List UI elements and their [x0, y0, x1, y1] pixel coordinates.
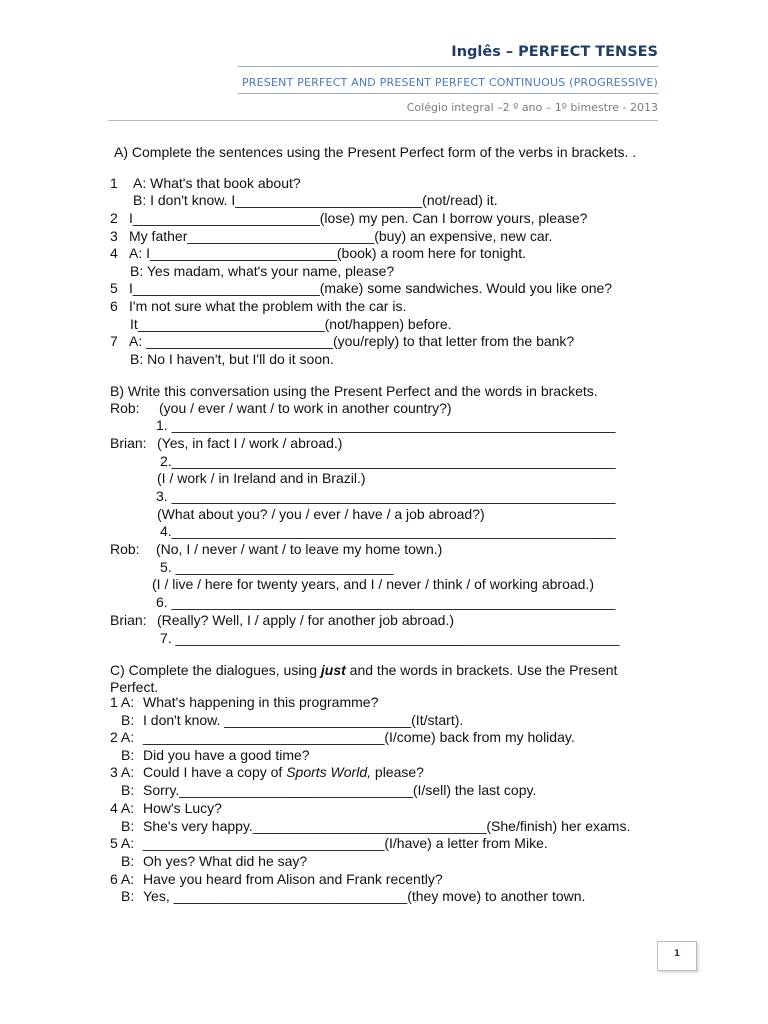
page-number-box — [657, 941, 697, 971]
answer-line: 5. ____________________________ — [160, 559, 394, 575]
section-c-instruction-cont: Perfect. — [110, 679, 159, 695]
exercise-line: (What about you? / you / ever / have / a job abroad?) — [157, 506, 485, 522]
speaker-label: Rob: — [110, 400, 140, 416]
dialogue-label: B: — [121, 853, 135, 869]
section-b-instruction: B) Write this conversation using the Present Perfect and the words in brackets. — [110, 383, 598, 399]
header-rule — [108, 120, 658, 121]
exercise-line: Sorry.______________________________(I/sell) the last copy. — [143, 782, 537, 798]
header-subtitle: PRESENT PERFECT AND PRESENT PERFECT CONTINUOUS (PROGRESSIVE) — [241, 76, 658, 89]
item-number: 5 — [110, 280, 118, 296]
exercise-line: How's Lucy? — [143, 800, 222, 816]
exercise-line: A: What's that book about? — [133, 175, 301, 191]
exercise-line: I________________________(lose) my pen. Can I borrow yours, please? — [129, 210, 588, 226]
answer-line: 7. _________________________________________________________ — [160, 630, 620, 646]
dialogue-label: 3 A: — [110, 764, 135, 780]
header-rule — [238, 66, 658, 67]
answer-line: 3. _________________________________________________________ — [156, 488, 616, 504]
speaker-label: Rob: — [110, 541, 140, 557]
answer-line: 6. _________________________________________________________ — [156, 594, 616, 610]
answer-line: 2._________________________________________________________ — [160, 453, 616, 469]
exercise-line: Could I have a copy of Sports World, please? — [143, 764, 424, 780]
exercise-line: I'm not sure what the problem with the car is. — [129, 298, 407, 314]
answer-line: 4._________________________________________________________ — [160, 523, 616, 539]
section-a-instruction: A) Complete the sentences using the Present Perfect form of the verbs in brackets. . — [114, 144, 637, 160]
exercise-line: (I / work / in Ireland and in Brazil.) — [157, 470, 366, 486]
speaker-label: Brian: — [110, 435, 147, 451]
header-rule — [238, 93, 658, 94]
item-number: 4 — [110, 245, 118, 261]
dialogue-label: 1 A: — [110, 694, 135, 710]
item-number: 1 — [110, 175, 118, 191]
speaker-label: Brian: — [110, 612, 147, 628]
dialogue-label: B: — [121, 782, 135, 798]
answer-line: 1. _________________________________________________________ — [156, 417, 616, 433]
exercise-line: A: I________________________(book) a room here for tonight. — [129, 245, 526, 261]
exercise-line: (you / ever / want / to work in another country?) — [159, 400, 452, 416]
exercise-line: B: I don't know. I________________________(not/read) it. — [133, 192, 498, 208]
dialogue-label: 5 A: — [110, 835, 135, 851]
exercise-line: (Really? Well, I / apply / for another job abroad.) — [157, 612, 455, 628]
exercise-line: (No, I / never / want / to leave my home town.) — [156, 541, 443, 557]
header-school: Colégio integral –2 º ano – 1º bimestre - 2013 — [406, 101, 658, 114]
dialogue-label: B: — [121, 818, 135, 834]
exercise-line: She's very happy.______________________________(She/finish) her exams. — [143, 818, 631, 834]
item-number: 2 — [110, 210, 118, 226]
exercise-line: Yes, ______________________________(they move) to another town. — [143, 888, 586, 904]
exercise-line: _______________________________(I/come) back from my holiday. — [143, 729, 575, 745]
exercise-line: (Yes, in fact I / work / abroad.) — [157, 435, 343, 451]
dialogue-label: 6 A: — [110, 871, 135, 887]
header-title: Inglês – PERFECT TENSES — [451, 44, 658, 60]
item-number: 6 — [110, 298, 118, 314]
exercise-line: Did you have a good time? — [143, 747, 310, 763]
dialogue-label: B: — [121, 888, 135, 904]
dialogue-label: B: — [121, 747, 135, 763]
exercise-line: My father________________________(buy) an expensive, new car. — [129, 228, 553, 244]
exercise-line: (I / live / here for twenty years, and I / never / think / of working abroad.) — [152, 576, 594, 592]
exercise-line: B: Yes madam, what's your name, please? — [130, 263, 395, 279]
page-number: 1 — [673, 949, 681, 959]
item-number: 7 — [110, 333, 118, 349]
exercise-line: Oh yes? What did he say? — [143, 853, 308, 869]
item-number: 3 — [110, 228, 118, 244]
exercise-line: Have you heard from Alison and Frank recently? — [143, 871, 443, 887]
dialogue-label: 2 A: — [110, 729, 135, 745]
exercise-line: I don't know. ________________________(It/start). — [143, 712, 464, 728]
exercise-line: What's happening in this programme? — [143, 694, 379, 710]
exercise-line: A: ________________________(you/reply) to that letter from the bank? — [129, 333, 575, 349]
section-c-instruction: C) Complete the dialogues, using just and the words in brackets. Use the Present — [110, 662, 618, 678]
exercise-line: I________________________(make) some sandwiches. Would you like one? — [129, 280, 613, 296]
exercise-line: B: No I haven't, but I'll do it soon. — [130, 351, 334, 367]
dialogue-label: 4 A: — [110, 800, 135, 816]
exercise-line: _______________________________(I/have) a letter from Mike. — [143, 835, 548, 851]
dialogue-label: B: — [121, 712, 135, 728]
exercise-line: It________________________(not/happen) before. — [130, 316, 452, 332]
